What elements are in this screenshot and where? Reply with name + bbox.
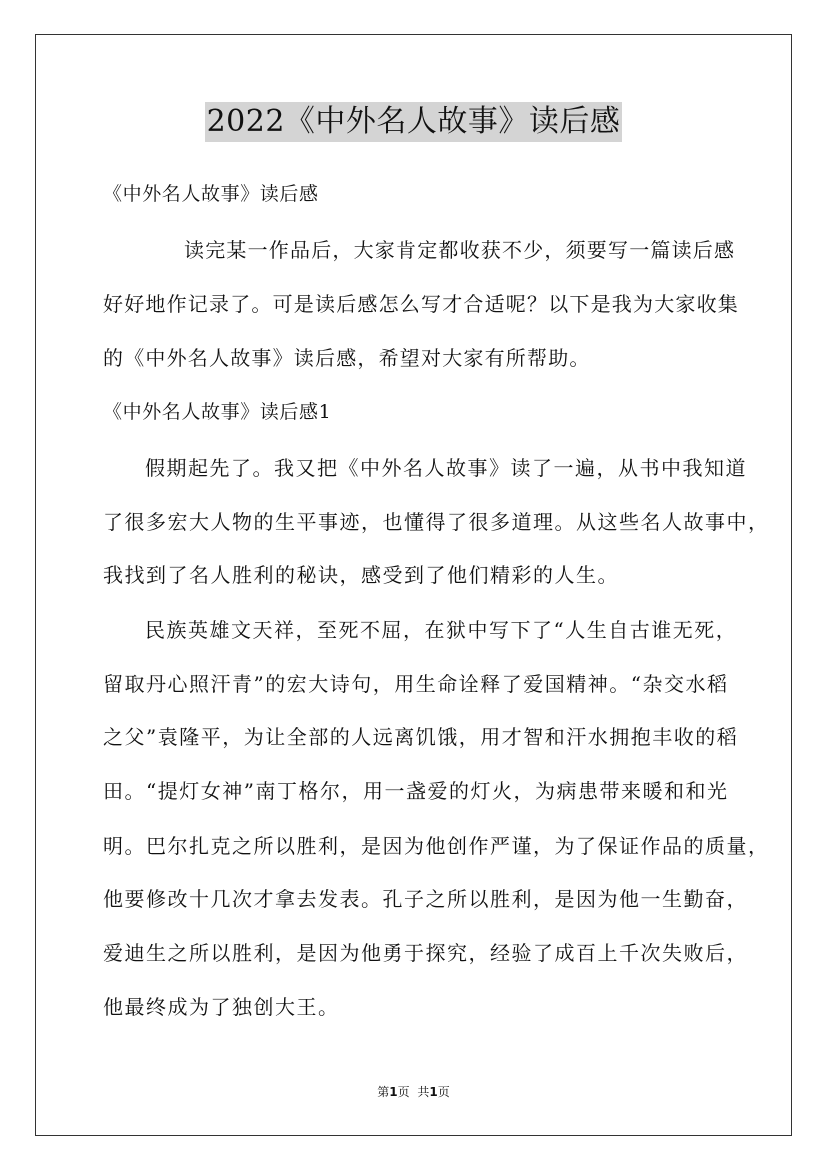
page-current: 1 bbox=[389, 1085, 398, 1099]
intro-line-3: 的《中外名人故事》读后感，希望对大家有所帮助。 bbox=[103, 346, 591, 370]
paragraph2-line-2: 留取丹心照汗青”的宏大诗句，用生命诠释了爱国精神。“杂交水稻 bbox=[103, 672, 729, 696]
page-suffix: 页 bbox=[397, 1085, 410, 1099]
paragraph1-line-3: 我找到了名人胜利的秘诀，感受到了他们精彩的人生。 bbox=[103, 563, 619, 587]
page-footer bbox=[0, 1084, 827, 1100]
page-total: 1 bbox=[429, 1085, 438, 1099]
section-heading: 《中外名人故事》读后感1 bbox=[103, 401, 332, 423]
paragraph2-line-5: 明。巴尔扎克之所以胜利，是因为他创作严谨，为了保证作品的质量， bbox=[103, 834, 770, 858]
paragraph1-line-2: 了很多宏大人物的生平事迹，也懂得了很多道理。从这些名人故事中， bbox=[103, 510, 770, 534]
paragraph2-line-1: 民族英雄文天祥，至死不屈，在狱中写下了“人生自古谁无死， bbox=[145, 618, 738, 642]
paragraph2-line-8: 他最终成为了独创大王。 bbox=[103, 995, 340, 1019]
paragraph2-line-3: 之父”袁隆平，为让全部的人远离饥饿，用才智和汗水拥抱丰收的稻 bbox=[103, 725, 739, 749]
total-prefix: 共 bbox=[417, 1085, 430, 1099]
paragraph2-line-4: 田。“提灯女神”南丁格尔，用一盏爱的灯火，为病患带来暖和和光 bbox=[103, 779, 729, 803]
total-suffix: 页 bbox=[437, 1085, 450, 1099]
intro-line-1: 读完某一作品后，大家肯定都收获不少，须要写一篇读后感 bbox=[184, 238, 736, 262]
paragraph2-line-7: 爱迪生之所以胜利，是因为他勇于探究，经验了成百上千次失败后， bbox=[103, 941, 748, 965]
document-title: 2022《中外名人故事》读后感 bbox=[205, 102, 623, 142]
paragraph1-line-1: 假期起先了。我又把《中外名人故事》读了一遍，从书中我知道 bbox=[145, 456, 747, 480]
intro-line-2: 好好地作记录了。可是读后感怎么写才合适呢？以下是我为大家收集 bbox=[103, 292, 739, 316]
paragraph2-line-6: 他要修改十几次才拿去发表。孔子之所以胜利，是因为他一生勤奋， bbox=[103, 887, 748, 911]
document-heading: 《中外名人故事》读后感 bbox=[103, 183, 319, 205]
page-prefix: 第 bbox=[377, 1085, 390, 1099]
title-container bbox=[0, 102, 827, 142]
